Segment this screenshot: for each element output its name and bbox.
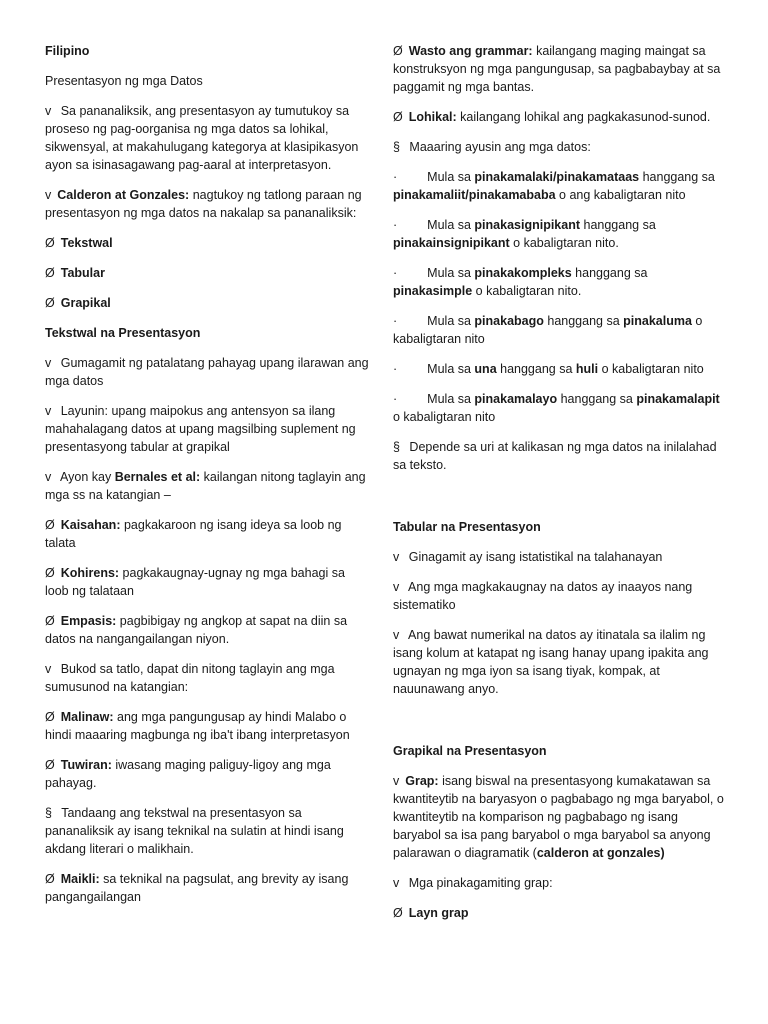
paragraph: v Ang mga magkakaugnay na datos ay inaayos nang sistematiko <box>393 580 693 612</box>
bullet-section: § <box>45 806 52 820</box>
list-item: Ø Wasto ang grammar: kailangang maging maingat sa konstruksyon ng mga pangungusap, sa pagbabaybay at sa paggamit ng mga bantas. <box>393 44 721 94</box>
paragraph: v Mga pinakagamiting grap: <box>393 876 553 890</box>
paragraph: v Sa pananaliksik, ang presentasyon ay tumutukoy sa proseso ng pag-oorganisa ng mga datos sa lohikal, sikwensyal, at makahulugang kategorya at klasipikasyon ayon sa isinasagawang pag-aaral at interpretasyon. <box>45 104 359 172</box>
bullet-arrow: Ø <box>393 110 403 124</box>
bullet-arrow: Ø <box>45 710 55 724</box>
bullet-v: v <box>45 470 52 484</box>
bullet-v: v <box>393 774 400 788</box>
left-column <box>45 42 370 918</box>
paragraph: v Calderon at Gonzales: nagtukoy ng tatlong paraan ng presentasyon ng mga datos na nakalap sa pananaliksik: <box>45 188 362 220</box>
paragraph: v Ang bawat numerikal na datos ay itinatala sa ilalim ng isang kolum at katapat ng isang hanay upang ipakita ang ugnayan ng mga iyon sa isang tiyak, kompak, at nauunawang anyo. <box>393 628 709 696</box>
section-heading: Tekstwal na Presentasyon <box>45 326 201 340</box>
paragraph: § Maaaring ayusin ang mga datos: <box>393 140 591 154</box>
bullet-arrow: Ø <box>45 872 55 886</box>
bullet-arrow: Ø <box>393 44 403 58</box>
bullet-arrow: Ø <box>393 906 403 920</box>
bullet-v: v <box>393 628 400 642</box>
bullet-v: v <box>393 876 400 890</box>
bullet-dot: · <box>393 392 398 406</box>
paragraph: v Ginagamit ay isang istatistikal na talahanayan <box>393 550 663 564</box>
bullet-v: v <box>45 662 52 676</box>
bullet-v: v <box>45 104 52 118</box>
section-heading: Grapikal na Presentasyon <box>393 744 547 758</box>
list-item: Ø Maikli: sa teknikal na pagsulat, ang brevity ay isang pangangailangan <box>45 872 349 904</box>
paragraph: v Gumagamit ng patalatang pahayag upang ilarawan ang mga datos <box>45 356 369 388</box>
order-item: · Mula sa pinakakompleks hanggang sa pinakasimple o kabaligtaran nito. <box>393 266 648 298</box>
paragraph: § Depende sa uri at kalikasan ng mga datos na inilalahad sa teksto. <box>393 440 717 472</box>
order-item: · Mula sa una hanggang sa huli o kabaligtaran nito <box>393 362 704 376</box>
bullet-section: § <box>393 140 400 154</box>
paragraph: § Tandaang ang tekstwal na presentasyon sa pananaliksik ay isang teknikal na sulatin at hindi isang akdang literari o malikhain. <box>45 806 344 856</box>
list-item: Ø Tabular <box>45 266 105 280</box>
list-item: Ø Malinaw: ang mga pangungusap ay hindi Malabo o hindi maaaring magbunga ng iba't ibang interpretasyon <box>45 710 350 742</box>
paragraph: v Grap: isang biswal na presentasyong kumakatawan sa kwantiteytib na baryasyon o pagbabago ng mga baryabol, o kwantiteytib na komparison ng pagbabago ng isang baryabol sa isa pang baryabol o mga baryabol sa anyong palarawan o diagramatik (calderon at gonzales) <box>393 774 724 860</box>
bullet-arrow: Ø <box>45 296 55 310</box>
list-item: Ø Kohirens: pagkakaugnay-ugnay ng mga bahagi sa loob ng talataan <box>45 566 345 598</box>
bullet-arrow: Ø <box>45 266 55 280</box>
paragraph: v Layunin: upang maipokus ang antensyon sa ilang mahahalagang datos at upang magsilbing suplement ng presentasyong tabular at grapikal <box>45 404 356 454</box>
bullet-v: v <box>45 404 52 418</box>
list-item: Ø Empasis: pagbibigay ng angkop at sapat na diin sa datos na nangangailangan niyon. <box>45 614 348 646</box>
list-item: Ø Lohikal: kailangang lohikal ang pagkakasunod-sunod. <box>393 110 711 124</box>
bullet-arrow: Ø <box>45 758 55 772</box>
section-heading: Tabular na Presentasyon <box>393 520 541 534</box>
list-item: Ø Grapikal <box>45 296 111 310</box>
bullet-v: v <box>393 550 400 564</box>
document-subtitle: Presentasyon ng mga Datos <box>45 74 203 88</box>
bullet-dot: · <box>393 170 398 184</box>
bullet-v: v <box>45 188 52 202</box>
bullet-v: v <box>393 580 400 594</box>
bullet-arrow: Ø <box>45 518 55 532</box>
document-title: Filipino <box>45 44 90 58</box>
bullet-v: v <box>45 356 52 370</box>
order-item: · Mula sa pinakamalayo hanggang sa pinakamalapit o kabaligtaran nito <box>393 392 720 424</box>
order-item: · Mula sa pinakamalaki/pinakamataas hanggang sa pinakamaliit/pinakamababa o ang kabaligtaran nito <box>393 170 715 202</box>
order-item: · Mula sa pinakasignipikant hanggang sa pinakainsignipikant o kabaligtaran nito. <box>393 218 656 250</box>
paragraph: v Bukod sa tatlo, dapat din nitong taglayin ang mga sumusunod na katangian: <box>45 662 335 694</box>
list-item: Ø Kaisahan: pagkakaroon ng isang ideya sa loob ng talata <box>45 518 342 550</box>
bullet-section: § <box>393 440 400 454</box>
bullet-dot: · <box>393 218 398 232</box>
bullet-dot: · <box>393 266 398 280</box>
list-item: Ø Layn grap <box>393 906 469 920</box>
list-item: Ø Tuwiran: iwasang maging paliguy-ligoy ang mga pahayag. <box>45 758 331 790</box>
list-item: Ø Tekstwal <box>45 236 113 250</box>
bullet-arrow: Ø <box>45 614 55 628</box>
order-item: · Mula sa pinakabago hanggang sa pinakaluma o kabaligtaran nito <box>393 314 703 346</box>
bullet-dot: · <box>393 362 398 376</box>
paragraph: v Ayon kay Bernales et al: kailangan nitong taglayin ang mga ss na katangian – <box>45 470 366 502</box>
bullet-dot: · <box>393 314 398 328</box>
right-column <box>393 42 728 934</box>
bullet-arrow: Ø <box>45 566 55 580</box>
bullet-arrow: Ø <box>45 236 55 250</box>
